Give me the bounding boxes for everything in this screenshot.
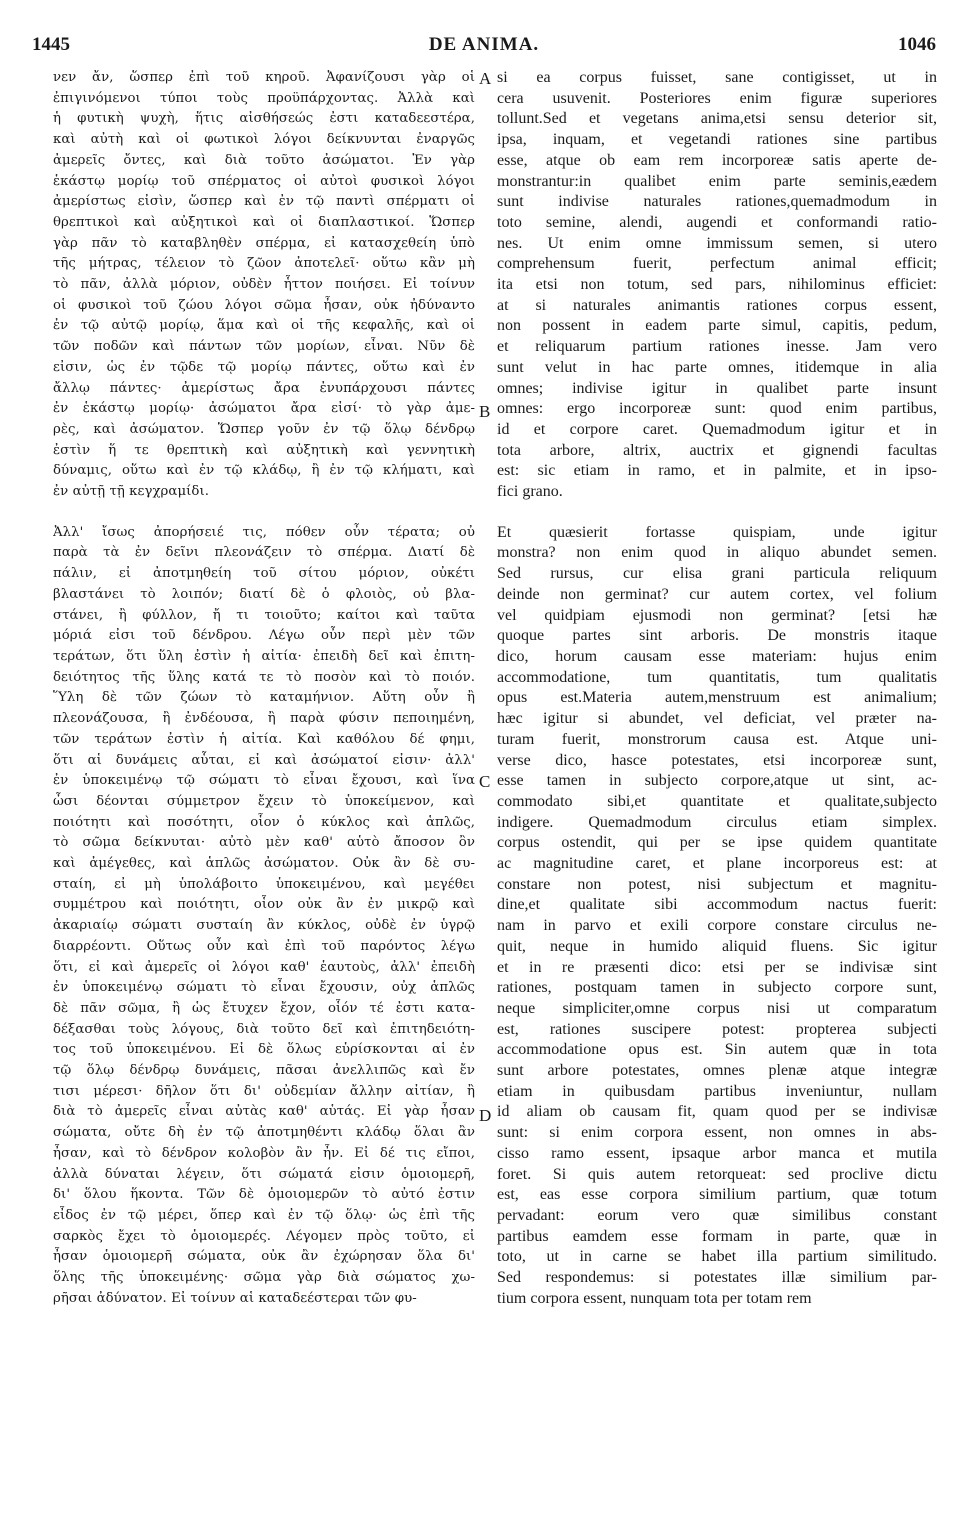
text-line: partibus eamdem esse formam in parte, quæ in — [497, 1227, 937, 1245]
text-line: Sed rursus, cur elisa grani particula reliquum — [497, 565, 937, 583]
greek-paragraph-2 — [53, 523, 475, 1310]
text-line: ἐν ὑποκειμένῳ τῷ σώματι τὸ εἶναι ἔχουσι, καὶ ἵνα — [53, 773, 475, 789]
text-line: ρῆσαι ἀδύνατον. Εἰ τοίνυν αἱ καταδεέστεραι τῶν φυ- — [53, 1290, 417, 1306]
text-line: δειότητος τῆς ὕλης κατά τε τὸ ποσὸν καὶ τὸ ποιόν. — [53, 669, 475, 685]
text-line: παρὰ τὰ ἐν δεῖνι πλεονάζειν τὸ σπέρμα. Διατί δὲ — [53, 545, 475, 561]
text-line: ac magnitudine caret, et plane incorporeus est: at — [497, 855, 937, 873]
text-line: διὰ τὸ ἀμερεῖς εἶναι αὐτὰς καθ' αὑτάς. Εἰ γὰρ ἦσαν — [53, 1104, 475, 1120]
latin-paragraph-1 — [497, 68, 937, 503]
text-line: τος τοῦ ὑποκειμένου. Εἰ δὲ ὅλως εὑρίσκονται αἱ ἐν — [53, 1042, 475, 1058]
margin-marker-b: B — [479, 402, 491, 421]
text-line: deinde non germinat? cur autem cortex, vel folium — [497, 585, 937, 603]
text-line: τὸ πᾶν, ἀλλὰ μόριον, οὐδὲν ἧττον ποιήσει. Εἰ τοίνυν — [53, 277, 475, 293]
text-line: pervadant: eorum vero quæ similibus constant — [497, 1206, 937, 1224]
text-line: εἶδος ἐν τῷ μέρει, ὅπερ καὶ ἐν τῷ ὅλῳ· ὡς ἐπὶ τῆς — [53, 1207, 475, 1223]
text-line: ἐστὶν ἥ τε θρεπτικὴ καὶ αὐξητικὴ καὶ γεννητικὴ — [53, 442, 475, 458]
text-line: vel quidpiam ejusmodi non germinat? [etsi hæ — [497, 606, 937, 624]
text-line: ὅλης τῆς ὑποκειμένης· σῶμα γὰρ διὰ σώματος χω- — [53, 1270, 475, 1286]
text-line: at si naturales animantis rationes corpus essent, — [497, 296, 937, 314]
text-line: ἐν αὐτῇ τῇ κεγχραμίδι. — [53, 484, 210, 500]
text-line: πλεονάζουσα, ἢ ἐνδέουσα, ἢ παρὰ φύσιν πεποιημένη, — [53, 711, 475, 727]
text-line: commodato sibi,et quantitate et qualitate,subjecto — [497, 792, 937, 810]
text-line: esse, atque ob eam rem incorporeæ satis aperte de- — [497, 151, 937, 169]
text-line: turam fuerit, monstrorum causa est. Atque uni- — [497, 730, 937, 748]
greek-paragraph-1 — [53, 68, 475, 503]
text-line: tota arbore, altrix, auctrix et gignendi facultas — [497, 441, 937, 459]
text-line: fici grano. — [497, 483, 563, 501]
text-line: ἑκάστῳ μορίῳ τοῦ σπέρματος οἱ αὐτοὶ φυσικοὶ λόγοι — [53, 173, 475, 189]
text-line: accommodatione opus est. Sin autem quæ in tota — [497, 1041, 937, 1059]
text-line: id et corpore caret. Quemadmodum igitur et in — [497, 420, 937, 438]
page-number-left: 1445 — [32, 34, 70, 55]
latin-paragraph-2 — [497, 523, 937, 1310]
text-line: ipsa, inquam, et vegetandi rationes sine partibus — [497, 131, 937, 149]
text-line: tollunt.Sed et vegetans anima,etsi sensu deterior sit, — [497, 110, 937, 128]
page-header — [32, 34, 936, 60]
text-line: ἦσαν, καὶ τὸ δένδρον κολοβὸν ἂν ἦν. Εἰ δέ τις εἴποι, — [53, 1145, 475, 1161]
text-line: δὲ πᾶν σῶμα, ἢ ὡς ἔτυχεν ἔχον, οἷόν τέ ἐστι κατα- — [53, 1000, 475, 1016]
text-line: τὸ σῶμα δείκνυται· αὐτὸ μὲν καθ' αὑτὸ ἄποσον ὂν — [53, 835, 475, 851]
text-line: σώματα, οὔτε δὴ ἐν τῷ ἀποτμηθέντι κλάδῳ ὅλαι ἂν — [53, 1125, 475, 1141]
latin-column — [497, 68, 937, 1309]
text-line: ὦσι δέονται σύμμετρον ἔχειν τὸ ὑποκείμενον, καὶ — [53, 793, 475, 809]
paragraph-gap — [53, 503, 475, 523]
text-line: εἰσιν, ὡς ἐν τῷδε τῷ μορίῳ πάντες, οὕτω καὶ ἐν — [53, 359, 475, 375]
text-line: nam in parvo et exili corpore constare circulus ne- — [497, 917, 937, 935]
text-line: esse tamen in subjecto corpore,atque ut sint, ac- — [497, 772, 937, 790]
text-line: τῆς μήτρας, τέλειον τὸ ζῶον ἀποτελεῖ· οὕτω κἂν μὴ — [53, 256, 475, 272]
text-line: opus est.Materia autem,menstruum est animalium; — [497, 689, 937, 707]
text-line: ἦσαν ὁμοιομερῆ σώματα, οὐκ ἂν ἐχώρησαν ὅλα δι' — [53, 1249, 475, 1265]
text-line: ἀμερίστως εἰσὶν, ὥσπερ καὶ ἐν τῷ παντὶ σπέρματι οἱ — [53, 194, 475, 210]
text-line: cera usuvenit. Posteriores enim figuræ superiores — [497, 89, 937, 107]
text-line: ἐπιγινόμενοι τύποι τοὺς προϋπάρχοντας. Ἀλλὰ καὶ — [53, 90, 475, 106]
text-line: τῶν ποδῶν καὶ πάντων τῶν μορίων, εἶναι. Νῦν δὲ — [53, 339, 475, 355]
text-line: μόριά εἰσι τοῦ δένδρου. Λέγω οὖν περὶ μὲν τῶν — [53, 628, 475, 644]
text-line: τισι μέρεσι· δῆλον ὅτι δι' οὐδεμίαν ἄλλην αἰτίαν, ἢ — [53, 1083, 475, 1099]
text-line: ἀκαριαίῳ σώματι συσταίη ἂν κύκλος, οὐδὲ ἐν ὑγρῷ — [53, 918, 475, 934]
text-line: cisso ramo essent, ipsaque arbor manca et mutila — [497, 1144, 937, 1162]
text-line: quoque partes sint arboris. De monstris itaque — [497, 627, 937, 645]
text-line: τεράτων, ὅτι ὕλη ἐστὶν ἡ αἰτία· ἐπειδὴ δεῖ καὶ ἐπιτη- — [53, 648, 475, 664]
page-number-right: 1046 — [898, 34, 936, 55]
text-line: dine,et qualitate sibi accommodum nactus fuerit: — [497, 896, 937, 914]
text-line: sunt arbore potestates, omnes plenæ atque integræ — [497, 1062, 937, 1080]
text-line: διαρρέοντι. Οὕτως οὖν καὶ ἐπὶ τοῦ παρόντος λέγω — [53, 938, 475, 954]
text-line: monstrantur:in qualibet enim parte seminis,eædem — [497, 172, 937, 190]
text-line: non possent in eadem parte simul, capitis, pedum, — [497, 317, 937, 335]
text-line: sunt velut in hac parte omnes, itidemque in alia — [497, 358, 937, 376]
text-line: Sed respondemus: si potestates illæ similium par- — [497, 1269, 937, 1287]
text-line: corpus ostendit, qui per se ipse quidem quantitate — [497, 834, 937, 852]
text-line: ἐν ἑκάστῳ μορίῳ· ἀσώματοι ἄρα εἰσί· τὸ γὰρ ἀμε- — [53, 401, 475, 417]
text-line: δέξασθαι τοὺς λόγους, διὰ τοῦτο δεῖ καὶ ἐπιτηδειότη- — [53, 1021, 475, 1037]
text-line: ἀλλὰ δύναται λέγειν, ὅτι σώματά εἰσιν ὁμοιομερῆ, — [53, 1166, 475, 1182]
paragraph-gap — [497, 503, 937, 523]
margin-marker-d: D — [479, 1106, 492, 1125]
text-line: τῶν τεράτων ἐστὶν ἡ αἰτία. Καὶ καθόλου δέ φημι, — [53, 731, 475, 747]
text-line: νεν ἄν, ὥσπερ ἐπὶ τοῦ κηροῦ. Ἀφανίζουσι γὰρ οἱ — [53, 70, 475, 85]
text-line: ita etsi non totum, sed pars, nihilominus efficiet: — [497, 276, 937, 294]
text-line: constare non potest, nisi subjectum et magnitu- — [497, 875, 937, 893]
text-line: ποιότητι καὶ ποσότητι, οἷον ὁ κύκλος καὶ ἁπλῶς, — [53, 814, 475, 830]
text-line: est: sic etiam in ramo, et in palmite, et in ipso- — [497, 462, 937, 480]
text-line: καὶ αὐτὴ καὶ οἱ φωτικοὶ λόγοι δείκνυνται ἐναργῶς — [53, 132, 475, 148]
text-line: omnes; indivise igitur in qualibet parte insunt — [497, 379, 937, 397]
text-line: verse dico, hasce potestates, etsi incorporeæ sunt, — [497, 751, 937, 769]
text-line: ἐν τῷ αὐτῷ μορίῳ, ἅμα καὶ οἱ τῆς κεφαλῆς, καὶ οἱ — [53, 318, 475, 334]
text-line: Et quæsierit fortasse quispiam, unde igitur — [497, 523, 937, 541]
text-line: tium corpora essent, nunquam tota per totam rem — [497, 1289, 812, 1307]
text-line: δύναμις, οὕτω καὶ ἐν τῷ κλάδῳ, ἢ ἐν τῷ κλήματι, καὶ — [53, 463, 475, 479]
text-line: rationes, postquam tamen in subjecto corpore sunt, — [497, 979, 937, 997]
text-line: Ὕλη δὲ τῶν ζώων τὸ καταμήνιον. Αὕτη οὖν ἢ — [53, 690, 475, 706]
text-line: ρὲς, καὶ ἀσώματον. Ὥσπερ γοῦν ἐν τῷ ὅλῳ δένδρῳ — [53, 421, 475, 437]
text-line: monstra? non enim quod in aliquo abundet semen. — [497, 544, 937, 562]
text-line: sunt: si enim corpora essent, non omnes in abs- — [497, 1124, 937, 1142]
text-line: οἱ φυσικοὶ τοῦ ζώου λόγοι σῶμα ἦσαν, οὐκ ἠδύναντο — [53, 297, 475, 313]
text-line: si ea corpus fuisset, sane contigisset, ut in — [497, 69, 937, 86]
margin-marker-c: C — [479, 772, 491, 791]
text-line: sunt indivise naturales rationes,quemadmodum in — [497, 193, 937, 211]
text-line: et in re præsenti dico: etsi per se indivisæ sint — [497, 958, 937, 976]
text-line: δι' ὅλου ἥκοντα. Τῶν δὲ ὁμοιομερῶν τὸ αὐτό ἐστιν — [53, 1187, 475, 1203]
text-line: dico, horum causam esse materiam: hujus enim — [497, 647, 937, 665]
text-line: γὰρ πᾶν τὸ καταβληθὲν σπέρμα, εἰ κατασχεθείη ὑπὸ — [53, 235, 475, 251]
text-line: indigere. Quemadmodum circulus etiam simplex. — [497, 813, 937, 831]
text-line: θρεπτικοὶ καὶ αὐξητικοὶ καὶ οἱ διαπλαστικοί. Ὥσπερ — [53, 214, 475, 230]
text-line: id aliam ob causam fit, quam quod per se indivisæ — [497, 1103, 937, 1121]
text-line: ἄλλῳ πάντες· ἀμερίστως ἄρα ἐνυπάρχουσι πάντες — [53, 380, 475, 396]
text-line: est, rationes suscipere potest: propterea subjecti — [497, 1020, 937, 1038]
text-line: σαρκὸς ἔχει τὸ ὁμοιομερές. Λέγομεν πρὸς τοῦτο, εἰ — [53, 1228, 475, 1244]
text-line: ἡ φυτικὴ ψυχὴ, ἥτις αἰσθήσεώς ἐστι καταδεεστέρα, — [53, 111, 475, 127]
text-line: ὅτι αἱ δυνάμεις αὗται, εἰ καὶ ἀσώματοί εἰσιν· ἀλλ' — [53, 752, 475, 768]
text-line: hæc igitur si abundet, vel deficiat, vel præter na- — [497, 710, 937, 728]
text-line: σταίη, εἰ μὴ ὑπολάβοιτο ὑποκειμένου, καὶ μεγέθει — [53, 876, 475, 892]
text-line: συμμέτρου καὶ ποιότητι, οἷον οὐκ ἂν ἐν μικρῷ καὶ — [53, 897, 475, 913]
text-line: etiam in quibusdam partibus inveniuntur, nullam — [497, 1082, 937, 1100]
text-line: Ἀλλ' ἴσως ἀπορήσειέ τις, πόθεν οὖν τέρατα; οὐ — [53, 524, 475, 540]
text-line: et reliquarum partium rationes inesse. Jam vero — [497, 338, 937, 356]
text-line: accommodatione, tum quantitatis, tum qualitatis — [497, 668, 937, 686]
text-line: foret. Si quis autem retorqueat: sed proclive dictu — [497, 1165, 937, 1183]
text-line: πάλιν, εἰ ἀποτμηθείη τοῦ σίτου μόριον, οὐκέτι — [53, 566, 475, 582]
text-line: ἐν ὑποκειμένῳ σώματι τὸ εἶναι ἔχουσιν, οὐχ ἁπλῶς — [53, 980, 475, 996]
text-line: nes. Ut enim omne immissum semen, si utero — [497, 234, 937, 252]
text-line: στάνει, ἢ φύλλον, ἤ τι τοιοῦτο; καίτοι καὶ ταῦτα — [53, 607, 475, 623]
text-line: ἀμερεῖς ὄντες, καὶ διὰ τοῦτο ἀσώματοι. Ἐν γὰρ — [53, 152, 475, 168]
running-title: DE ANIMA. — [428, 34, 540, 55]
text-line: est, eas esse corpora similium partium, quæ totum — [497, 1186, 937, 1204]
text-line: neque simpliciter,omne corpus nisi ut comparatum — [497, 999, 937, 1017]
text-line: comprehensum fuerit, perfectum animal efficit; — [497, 255, 937, 273]
greek-column — [53, 68, 475, 1309]
text-line: ὅτι, εἰ καὶ ἀμερεῖς οἱ λόγοι καθ' ἑαυτοὺς, ἀλλ' ἐπειδὴ — [53, 959, 475, 975]
text-line: toto semine, alendi, augendi et conformandi ratio- — [497, 213, 937, 231]
text-line: toto, ut in carne se habet illa partium similitudo. — [497, 1248, 937, 1266]
text-line: quit, neque in humido aliquid fluens. Sic igitur — [497, 937, 937, 955]
text-line: omnes: ergo incorporeæ sunt: quod enim partibus, — [497, 400, 937, 418]
margin-marker-a: A — [479, 69, 492, 88]
text-line: καὶ ἀμέγεθες, καὶ ἁπλῶς ἀσώματον. Οὐκ ἂν δὲ συ- — [53, 856, 475, 872]
text-line: βλαστάνει τὸ λοιπόν; διατί δὲ ὁ φλοιὸς, οὐ βλα- — [53, 586, 475, 602]
text-line: τῷ ὅλῳ δένδρῳ δυνάμεις, πᾶσαι ἀνελλιπῶς καὶ ἔν — [53, 1063, 475, 1079]
